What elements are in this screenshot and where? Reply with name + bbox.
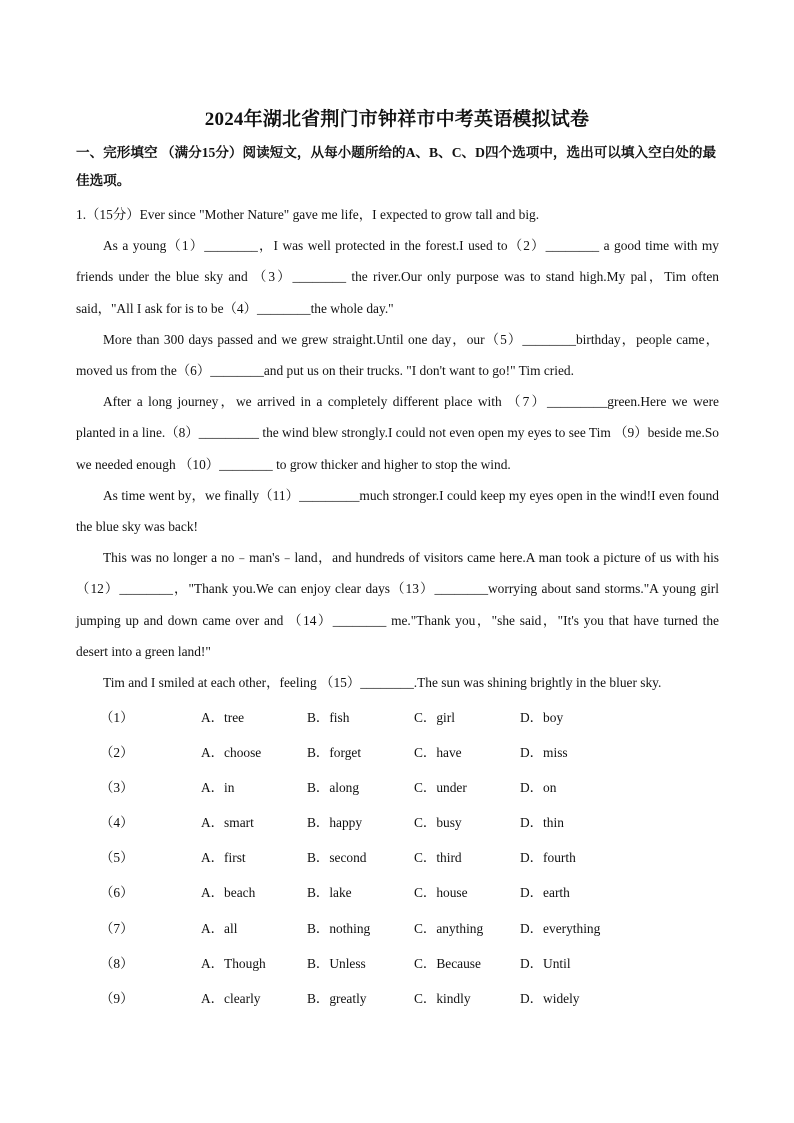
- option-b: B．greatly: [307, 991, 367, 1006]
- option-number: （4）: [100, 815, 134, 830]
- option-a: A．smart: [201, 815, 254, 830]
- option-d: D．miss: [520, 745, 568, 760]
- option-row: [0, 882, 794, 902]
- option-number: （2）: [100, 745, 134, 760]
- option-d: D．widely: [520, 991, 580, 1006]
- option-c: C．anything: [414, 921, 484, 936]
- option-c: C．house: [414, 885, 468, 900]
- option-number: （3）: [100, 780, 134, 795]
- option-row: [0, 918, 794, 938]
- option-c: C．busy: [414, 815, 462, 830]
- page-title: 2024年湖北省荆门市钟祥市中考英语模拟试卷: [204, 109, 590, 130]
- option-a: A．all: [201, 921, 238, 936]
- option-row: [0, 988, 794, 1008]
- option-c: C．under: [414, 780, 467, 795]
- passage-paragraph-6: Tim and I smiled at each other，feeling （15）________.The sun was shining brightly in the bluer sky.: [103, 675, 662, 690]
- option-a: A．Though: [201, 956, 266, 971]
- option-c: C．Because: [414, 956, 481, 971]
- passage-paragraph-4: As time went by，we finally（11）_________much stronger.I could keep my eyes open in the wind!I even found the blue sky was back!: [76, 488, 719, 535]
- passage-paragraph-3: After a long journey，we arrived in a completely different place with （7）_________green.Here we were planted in a line.（8）_________ the wind blew strongly.I could not even open my eyes to see Tim （9）beside me.So we needed enough （10）________ to grow thicker and higher to stop the wind.: [76, 394, 719, 472]
- option-b: B．along: [307, 780, 360, 795]
- option-a: A．first: [201, 850, 246, 865]
- option-d: D．boy: [520, 710, 564, 725]
- section-heading: 一、完形填空 （满分15分）阅读短文，从每小题所给的A、B、C、D四个选项中，选出可以填入空白处的最佳选项。: [76, 145, 717, 188]
- option-number: （5）: [100, 850, 134, 865]
- option-row: [0, 953, 794, 973]
- option-number: （6）: [100, 885, 134, 900]
- option-row: [0, 847, 794, 867]
- passage-paragraph-5: This was no longer a no﹣man's﹣land，and hundreds of visitors came here.A man took a picture of us with his （12）________，"Thank you.We can enjoy clear days（13）________worrying about sand storms."A young girl jumping up and down came over and （14）________ me."Thank you，"she said，"It's you that have turned the desert into a green land!": [76, 550, 719, 659]
- option-d: D．on: [520, 780, 557, 795]
- option-b: B．nothing: [307, 921, 371, 936]
- option-row: [0, 707, 794, 727]
- option-b: B．happy: [307, 815, 363, 830]
- option-row: [0, 777, 794, 797]
- option-d: D．fourth: [520, 850, 576, 865]
- passage-paragraph-1: As a young（1）________，I was well protected in the forest.I used to（2）________ a good time with my friends under the blue sky and （3）________ the river.Our only purpose was to stand high.My pal，Tim often said，"All I ask for is to be（4）________the whole day.": [76, 238, 719, 316]
- option-a: A．beach: [201, 885, 256, 900]
- option-c: C．have: [414, 745, 462, 760]
- option-number: （7）: [100, 921, 134, 936]
- option-number: （1）: [100, 710, 134, 725]
- option-number: （8）: [100, 956, 134, 971]
- option-d: D．earth: [520, 885, 570, 900]
- option-c: C．girl: [414, 710, 455, 725]
- option-d: D．everything: [520, 921, 601, 936]
- option-b: B．Unless: [307, 956, 366, 971]
- option-d: D．Until: [520, 956, 571, 971]
- option-a: A．choose: [201, 745, 262, 760]
- option-row: [0, 812, 794, 832]
- passage-paragraph-2: More than 300 days passed and we grew straight.Until one day，our（5）________birthday，people came，moved us from the（6）________and put us on their trucks. "I don't want to go!" Tim cried.: [76, 332, 719, 379]
- option-number: （9）: [100, 991, 134, 1006]
- question-intro: 1.（15分）Ever since "Mother Nature" gave me life，I expected to grow tall and big.: [76, 207, 540, 222]
- option-row: [0, 742, 794, 762]
- option-a: A．tree: [201, 710, 245, 725]
- option-c: C．third: [414, 850, 462, 865]
- option-b: B．forget: [307, 745, 362, 760]
- option-b: B．fish: [307, 710, 350, 725]
- option-b: B．second: [307, 850, 367, 865]
- option-c: C．kindly: [414, 991, 471, 1006]
- option-d: D．thin: [520, 815, 564, 830]
- option-b: B．lake: [307, 885, 352, 900]
- option-a: A．in: [201, 780, 235, 795]
- option-a: A．clearly: [201, 991, 261, 1006]
